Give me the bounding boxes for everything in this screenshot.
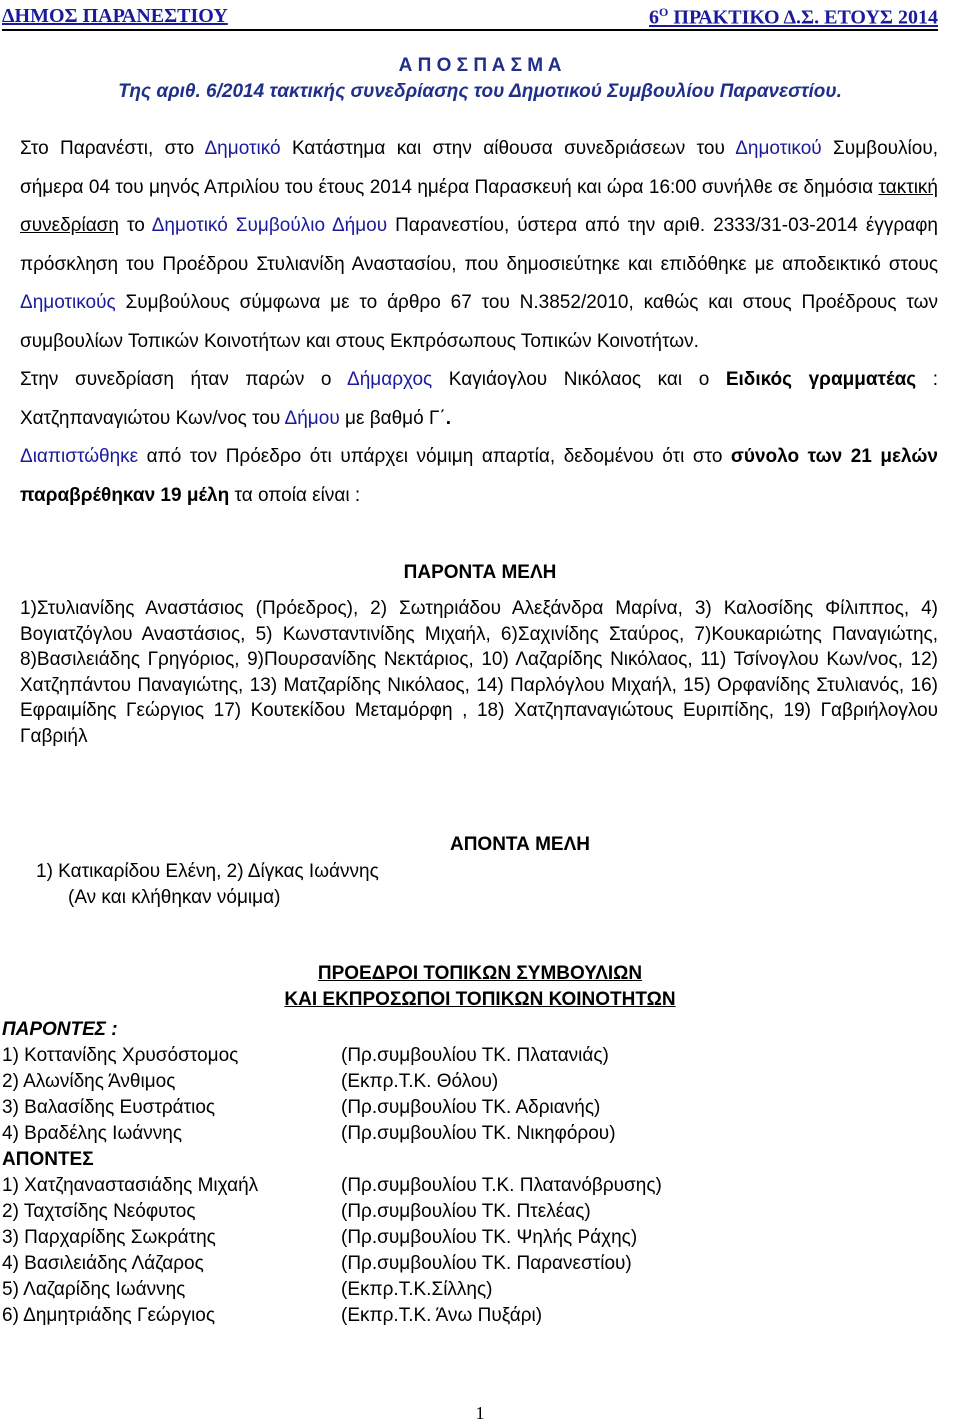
rep-name: 4) Βασιλειάδης Λάζαρος bbox=[2, 1253, 204, 1274]
header-municipality: ΔΗΜΟΣ ΠΑΡΑΝΕΣΤΙΟΥ bbox=[2, 5, 228, 27]
intro-paragraph-3 bbox=[20, 438, 938, 515]
text-run: Δημοτικούς bbox=[20, 292, 116, 313]
absent-members-note: (Αν και κλήθηκαν νόμιμα) bbox=[68, 887, 281, 908]
header-minutes-ordinal: Ο bbox=[659, 5, 669, 19]
absent-rep-row bbox=[0, 1251, 632, 1277]
present-reps-list bbox=[0, 1043, 616, 1147]
rep-community: (Πρ.συμβουλίου ΤΚ. Πλατανιάς) bbox=[341, 1045, 609, 1066]
text-run: Ειδικός γραμματέας bbox=[725, 369, 917, 390]
document-subtitle: Της αριθ. 6/2014 τακτικής συνεδρίασης του Δημοτικού Συμβουλίου Παρανεστίου. bbox=[118, 81, 842, 102]
rep-name: 2) Ταχτσίδης Νεόφυτος bbox=[2, 1201, 196, 1222]
header-minutes-rest: ΠΡΑΚΤΙΚΟ Δ.Σ. ΕΤΟΥΣ 2014 bbox=[668, 6, 938, 29]
present-reps-label: ΠΑΡΟΝΤΕΣ : bbox=[2, 1019, 118, 1040]
present-rep-row bbox=[0, 1121, 616, 1147]
present-reps-label-row bbox=[0, 1017, 118, 1043]
rep-name: 4) Βραδέλης Ιωάννης bbox=[2, 1123, 183, 1144]
rep-community: (Πρ.συμβουλίου ΤΚ. Ψηλής Ράχης) bbox=[341, 1227, 638, 1248]
rep-name: 6) Δημητριάδης Γεώργιος bbox=[2, 1305, 216, 1326]
text-run: τακτική συνεδρίαση bbox=[20, 176, 938, 236]
present-members-heading: ΠΑΡΟΝΤΑ ΜΕΛΗ bbox=[403, 562, 557, 583]
rep-name: 3) Παρχαρίδης Σωκράτης bbox=[2, 1227, 216, 1248]
text-run: με βαθμό Γ΄ bbox=[339, 407, 446, 429]
present-rep-row bbox=[0, 1069, 499, 1095]
text-run: Διαπιστώθηκε bbox=[20, 446, 139, 467]
text-run: Κατάστημα και στην αίθουσα συνεδριάσεων του bbox=[280, 138, 736, 159]
text-run: Δημοτικό bbox=[204, 138, 281, 159]
present-rep-row bbox=[0, 1043, 609, 1069]
page-number: 1 bbox=[475, 1403, 485, 1423]
document-title: Α Π Ο Σ Π Α Σ Μ Α bbox=[398, 55, 562, 76]
reps-heading-line-2: ΚΑΙ ΕΚΠΡΟΣΩΠΟΙ ΤΟΠΙΚΩΝ ΚΟΙΝΟΤΗΤΩΝ bbox=[284, 989, 676, 1010]
text-run: το bbox=[118, 215, 152, 236]
text-run: Καγιάογλου Νικόλαος και ο bbox=[432, 369, 726, 390]
representatives-section bbox=[0, 1017, 662, 1329]
absent-rep-row bbox=[0, 1225, 638, 1251]
absent-reps-label-row bbox=[0, 1147, 118, 1173]
reps-heading-line-1: ΠΡΟΕΔΡΟΙ ΤΟΠΙΚΩΝ ΣΥΜΒΟΥΛΙΩΝ bbox=[317, 963, 643, 984]
page-header bbox=[2, 3, 938, 31]
text-run: Συμβούλους σύμφωνα με το άρθρο 67 του Ν.3852/2010, καθώς και στους Προέδρους των συμβουλίων Τοπικών Κοινοτήτων και στους Εκπρόσωπους Τοπικών Κοινοτήτων. bbox=[20, 292, 938, 352]
intro-body bbox=[20, 130, 938, 515]
absent-rep-row bbox=[0, 1277, 493, 1303]
rep-community: (Εκπρ.Τ.Κ. Θόλου) bbox=[341, 1071, 499, 1092]
rep-name: 2) Αλωνίδης Άνθιμος bbox=[2, 1071, 176, 1092]
rep-community: (Πρ.συμβουλίου ΤΚ. Αδριανής) bbox=[341, 1097, 601, 1118]
text-run: Στην συνεδρίαση ήταν παρών ο bbox=[20, 369, 348, 390]
header-minutes-number: 6 bbox=[649, 6, 660, 29]
rep-community: (Εκπρ.Τ.Κ.Σίλλης) bbox=[341, 1279, 493, 1300]
absent-rep-row bbox=[0, 1303, 543, 1329]
rep-name: 1) Κοττανίδης Χρυσόστομος bbox=[2, 1045, 239, 1066]
rep-name: 1) Χατζηαναστασιάδης Μιχαήλ bbox=[2, 1175, 259, 1196]
text-run: τα οποία είναι : bbox=[229, 484, 361, 506]
text-run: Στο Παρανέστι, στο bbox=[20, 138, 205, 159]
absent-members-line: 1) Κατικαρίδου Ελένη, 2) Δίγκας Ιωάννης bbox=[36, 861, 379, 882]
rep-name: 5) Λαζαρίδης Ιωάννης bbox=[2, 1279, 186, 1300]
intro-paragraph-1 bbox=[20, 130, 938, 361]
text-run: από τον Πρόεδρο ότι υπάρχει νόμιμη απαρτία, δεδομένου ότι στο bbox=[138, 446, 731, 467]
absent-members-list bbox=[36, 859, 379, 911]
intro-paragraph-2 bbox=[20, 361, 938, 438]
text-run: Συμβουλίου, σήμερα 04 του μηνός Απριλίου του έτους 2014 ημέρα Παρασκευή και ώρα 16:00 συνήλθε σε δημόσια bbox=[20, 138, 938, 198]
present-members-list: 1)Στυλιανίδης Αναστάσιος (Πρόεδρος), 2) Σωτηριάδου Αλεξάνδρα Μαρίνα, 3) Καλοσίδης Φίλιππος, 4) Βογιατζόγλου Αναστάσιος, 5) Κωνσταντινίδης Μιχαήλ, 6)Σαχινίδης Σταύρος, 7)Κουκαριώτης Παναγιώτης, 8)Βασιλειάδης Γρηγόριος, 9)Πουρσανίδης Νεκτάριος, 10) Λαζαρίδης Νικόλαος, 11) Τσίνογλου Κων/νος, 12) Χατζηπάντου Παναγιώτης, 13) Ματζαρίδης Νικόλαος, 14) Παρλόγλου Μιχαήλ, 15) Ορφανίδης Στυλιανός, 16) Εφραιμίδης Γεώργιος 17) Κουτεκίδου Μεταμόρφη , 18) Χατζηπαναγιώτους Ευριπίδης, 19) Γαβριήλογλου Γαβριήλ bbox=[20, 598, 938, 747]
header-minutes-title bbox=[649, 5, 938, 30]
absent-rep-row bbox=[0, 1199, 591, 1225]
rep-community: (Εκπρ.Τ.Κ. Άνω Πυξάρι) bbox=[341, 1305, 543, 1326]
text-run: Δήμου bbox=[284, 407, 340, 429]
text-run: Παρανεστίου, ύστερα από την αριθ. 2333/31-03-2014 έγγραφη πρόσκληση του Προέδρου Στυλιανίδη Αναστασίου, που δημοσιεύτηκε και επιδόθηκε με αποδεικτικό στους bbox=[20, 215, 938, 275]
present-rep-row bbox=[0, 1095, 601, 1121]
rep-community: (Πρ.συμβουλίου Τ.Κ. Πλατανόβρυσης) bbox=[341, 1175, 662, 1196]
text-run: : Χατζηπαναγιώτου Κων/νος του bbox=[20, 369, 939, 429]
rep-name: 3) Βαλασίδης Ευστράτιος bbox=[2, 1097, 216, 1118]
absent-rep-row bbox=[0, 1173, 662, 1199]
text-run: Δημοτικού bbox=[735, 138, 822, 159]
rep-community: (Πρ.συμβουλίου ΤΚ. Παρανεστίου) bbox=[341, 1253, 632, 1274]
absent-reps-label: ΑΠΟΝΤΕΣ bbox=[2, 1149, 94, 1170]
rep-community: (Πρ.συμβουλίου ΤΚ. Νικηφόρου) bbox=[341, 1123, 616, 1144]
absent-reps-list bbox=[0, 1173, 662, 1329]
text-run: Δήμαρχος bbox=[347, 369, 433, 390]
rep-community: (Πρ.συμβουλίου ΤΚ. Πτελέας) bbox=[341, 1201, 591, 1222]
text-run: Δημοτικό Συμβούλιο Δήμου bbox=[151, 215, 388, 236]
text-run: σύνολο των 21 μελών παραβρέθηκαν 19 μέλη bbox=[20, 446, 938, 506]
absent-members-heading: ΑΠΟΝΤΑ ΜΕΛΗ bbox=[449, 834, 591, 855]
text-run: . bbox=[445, 407, 452, 429]
